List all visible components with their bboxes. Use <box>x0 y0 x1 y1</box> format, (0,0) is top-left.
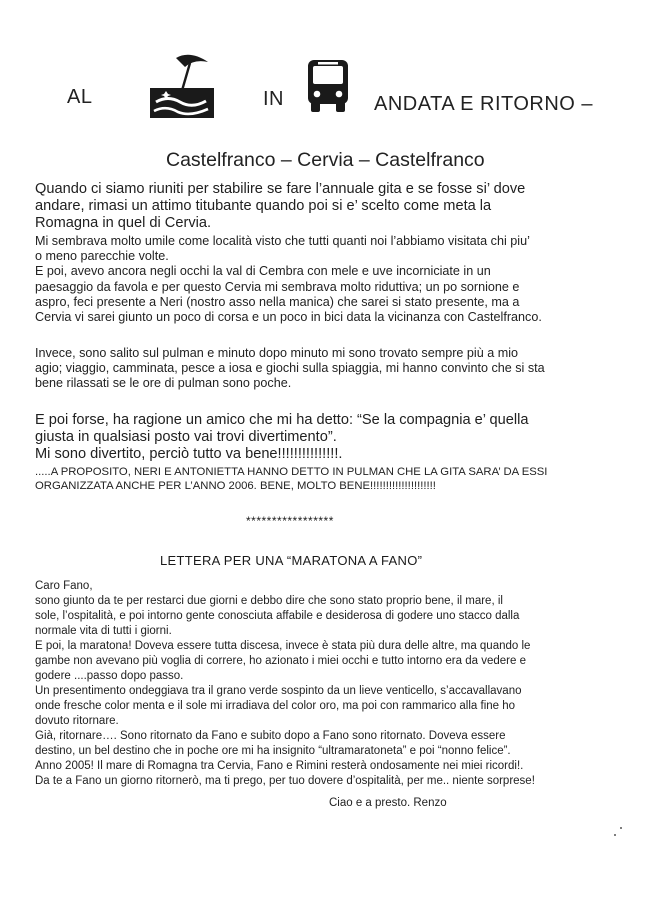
letter-title: LETTERA PER UNA “MARATONA A FANO” <box>160 553 423 568</box>
text-line: Mi sono divertito, perciò tutto va bene!!!!!!!!!!!!!!!. <box>35 446 343 462</box>
text-line: Anno 2005! Il mare di Romagna tra Cervia, Fano e Rimini resterà ondosamente nei miei ricordi!. <box>35 760 524 772</box>
text-line: andare, rimasi un attimo titubante quando poi si e’ scelto come meta la <box>35 198 492 214</box>
story-paragraph-3 <box>35 346 545 392</box>
text-line: Da te a Fano un giorno ritornerò, ma ti prego, per tuo dovere d’ospitalità, per me.. niente sorprese! <box>35 775 535 787</box>
letter-signature: Ciao e a presto. Renzo <box>329 797 447 809</box>
text-line: Un presentimento ondeggiava tra il grano verde sospinto da un lieve venticello, s’accavallavano <box>35 685 522 697</box>
text-line: o meno parecchie volte. <box>35 249 169 264</box>
scan-speck <box>620 827 622 829</box>
text-line: aspro, feci presente a Neri (nostro asso nella manica) che sarei si stato presente, ma a <box>35 294 520 309</box>
header-andata: ANDATA E RITORNO – <box>374 93 594 115</box>
text-line: Invece, sono salito sul pulman e minuto dopo minuto mi sono trovato sempre più a mio <box>35 346 519 360</box>
text-line: Già, ritornare…. Sono ritornato da Fano e subito dopo a Fano sono ritornato. Doveva essere <box>35 730 506 742</box>
text-line: giusta in qualsiasi posto vai trovi divertimento”. <box>35 429 337 445</box>
text-line: onde fresche color menta e il sole mi irradiava del color oro, ma poi con rammarico alla fine ho <box>35 700 516 712</box>
text-line: normale vita di tutti i giorni. <box>35 625 172 637</box>
header-al: AL <box>67 86 93 108</box>
text-line: Cervia vi sarei giunto un poco di corsa e un poco in bici data la vicinanza con Castelfranco. <box>35 310 542 325</box>
text-line: agio; viaggio, camminata, pesce a iosa e giochi sulla spiaggia, mi hanno convinto che si sta <box>35 361 545 376</box>
separator-stars: ***************** <box>246 514 334 528</box>
story-paragraph-4 <box>35 412 529 463</box>
story-paragraph-1 <box>35 181 525 232</box>
text-line: E poi, la maratona! Doveva essere tutta discesa, invece è stata più dura delle altre, ma quando le <box>35 640 531 652</box>
story-paragraph-2 <box>35 234 542 325</box>
header-in: IN <box>263 88 284 110</box>
story-postscript <box>35 465 547 493</box>
text-line: sole, l’ospitalità, e poi intorno gente conosciuta affabile e desiderosa di godere uno stacco dalla <box>35 610 520 622</box>
text-line: .....A PROPOSITO, NERI E ANTONIETTA HANNO DETTO IN PULMAN CHE LA GITA SARA’ DA ESSI <box>35 466 548 478</box>
text-line: E poi forse, ha ragione un amico che mi ha detto: “Se la compagnia e’ quella <box>35 412 529 428</box>
text-line: bene rilassati se le ore di pulman sono poche. <box>35 376 292 391</box>
text-line: ORGANIZZATA ANCHE PER L’ANNO 2006. BENE, MOLTO BENE!!!!!!!!!!!!!!!!!!!!! <box>35 480 436 492</box>
text-line: Romagna in quel di Cervia. <box>35 215 212 231</box>
text-line: Mi sembrava molto umile come località visto che tutti quanti noi l’abbiamo visitata chi piu’ <box>35 234 530 248</box>
text-line: Quando ci siamo riuniti per stabilire se fare l’annuale gita e se fosse si’ dove <box>35 181 526 197</box>
text-line: E poi, avevo ancora negli occhi la val di Cembra con mele e uve incorniciate in un <box>35 264 491 279</box>
text-line: destino, un bel destino che in poche ore mi ha insignito “ultramaratoneta” e poi “nonno felice”. <box>35 745 511 757</box>
scan-speck <box>614 834 616 836</box>
text-line: Caro Fano, <box>35 580 93 592</box>
beach-umbrella-sea-icon <box>150 52 214 118</box>
route-title: Castelfranco – Cervia – Castelfranco <box>166 149 485 171</box>
text-line: gambe non avevano più voglia di correre, ho azionato i miei occhi e tutto intorno era da vedere e <box>35 655 526 667</box>
text-line: godere ....passo dopo passo. <box>35 670 184 682</box>
letter-body <box>35 579 535 789</box>
text-line: dovuto ritornare. <box>35 715 119 727</box>
text-line: sono giunto da te per restarci due giorni e debbo dire che sono stato proprio bene, il mare, il <box>35 595 503 607</box>
bus-icon <box>305 58 351 114</box>
text-line: paesaggio da favola e per questo Cervia mi sembrava molto riduttiva; un po sornione e <box>35 279 520 294</box>
